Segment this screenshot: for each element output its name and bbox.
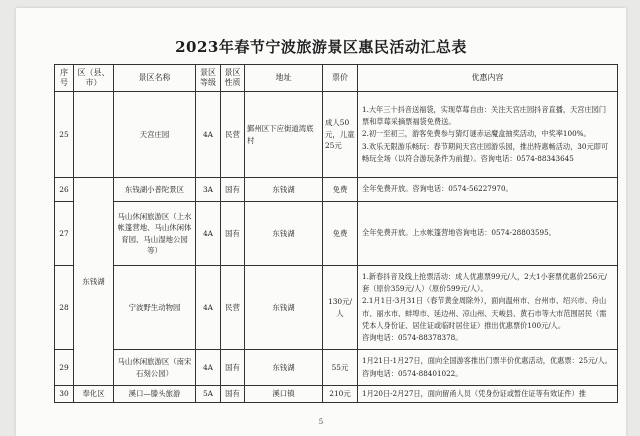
header-offer: 优惠内容 (358, 65, 618, 92)
header-nature: 景区性质 (221, 65, 245, 92)
cell-address: 溪口镇 (245, 386, 323, 403)
cell-price: 免费 (323, 202, 358, 266)
cell-county-merged: 东钱湖 (74, 178, 114, 386)
cell-price: 成人50元，儿童25元 (323, 92, 358, 178)
table-row (55, 266, 618, 350)
header-address: 地址 (245, 65, 323, 92)
cell-level: 5A (196, 386, 221, 403)
cell-no: 25 (55, 92, 74, 178)
cell-nature: 国有 (221, 350, 245, 386)
cell-offer (358, 386, 618, 403)
cell-name: 宁波野生动物园 (114, 266, 196, 350)
document-page (16, 8, 626, 436)
cell-offer (358, 202, 618, 266)
scenic-offers-table (54, 64, 618, 403)
cell-offer (358, 350, 618, 386)
offer-line: 全年免费开放。咨询电话：0574-56227970。 (362, 184, 513, 194)
offer-line: 1月20日-2月27日，面向留甬人员（凭身份证或暂住证等有效证件）推 (362, 389, 586, 398)
page-number: 5 (318, 418, 324, 426)
table-row (55, 350, 618, 386)
table-header-row (55, 65, 618, 92)
offer-line: 1月21日-1月27日，面向全国游客推出门票半价优惠活动，优惠票：25元/人。咨询电话：0574-88401022。 (362, 356, 612, 378)
page-title: 2023年春节宁波旅游景区惠民活动汇总表 (175, 38, 467, 56)
cell-price: 55元 (323, 350, 358, 386)
cell-no: 28 (55, 266, 74, 350)
cell-address: 东钱湖 (245, 350, 323, 386)
offer-line: 2.1月1日-3月31日（春节黄金周除外），面向温州市、台州市、绍兴市、舟山市、丽水市、蚌埠市、延边州、凉山州、天峻县、黄石市等大市范围居民（需凭本人身份证、居住证或临时居住证）推出优惠票价100元/人。 (362, 296, 607, 330)
cell-address: 鄞州区下应街道湾底村 (245, 92, 323, 178)
cell-no: 29 (55, 350, 74, 386)
cell-nature: 民营 (221, 266, 245, 350)
table-row (55, 92, 618, 178)
offer-line: 3.欢乐无限游乐畅玩：春节期间天宫庄园游乐园，推出特惠畅活动，30元即可畅玩全场（以符合游玩条件为前提）。咨询电话：0574-88343645 (362, 141, 609, 163)
cell-nature: 民营 (221, 92, 245, 178)
cell-offer (358, 92, 618, 178)
cell-no: 27 (55, 202, 74, 266)
table-row (55, 202, 618, 266)
header-name: 景区名称 (114, 65, 196, 92)
offer-line: 全年免费开放。上水帐篷营地咨询电话：0574-28803595。 (362, 228, 556, 238)
offer-line: 2.初一至初三，游客免费参与猜灯谜赤运魔盒抽奖活动，中奖率100%。 (362, 129, 591, 139)
table-row (55, 178, 618, 202)
cell-offer (358, 266, 618, 350)
cell-no: 26 (55, 178, 74, 202)
cell-name: 天宫庄园 (114, 92, 196, 178)
cell-level: 4A (196, 266, 221, 350)
cell-level: 4A (196, 350, 221, 386)
cell-nature: 国有 (221, 178, 245, 202)
cell-level: 4A (196, 92, 221, 178)
offer-line: 1.新春抖音及线上抢票活动：成人优惠票99元/人，2大1小套票优惠价256元/套（原价359元/人）（原价599元/人）。 (362, 271, 607, 294)
cell-county (74, 92, 114, 178)
cell-nature: 国有 (221, 202, 245, 266)
offer-line: 咨询电话：0574-88378378。 (362, 332, 463, 342)
cell-level: 3A (196, 178, 221, 202)
cell-address: 东钱湖 (245, 266, 323, 350)
header-level: 景区等级 (196, 65, 221, 92)
cell-address: 东钱湖 (245, 178, 323, 202)
cell-name: 东钱湖小普陀景区 (114, 178, 196, 202)
cell-no: 30 (55, 386, 74, 403)
offer-line: 1.大年三十抖音送福袋，实现草莓自由：关注天宫庄园抖音直播，天宫庄园门票和草莓采摘票福袋免费送。 (362, 104, 607, 127)
cell-price: 130元/人 (323, 266, 358, 350)
cell-name: 溪口—滕头旅游 (114, 386, 196, 403)
cell-nature: 国有 (221, 386, 245, 403)
cell-address: 东钱湖 (245, 202, 323, 266)
cell-price: 210元 (323, 386, 358, 403)
cell-county: 奉化区 (74, 386, 114, 403)
header-county: 区（县、市） (74, 65, 114, 92)
table-row (55, 386, 618, 403)
cell-price: 免费 (323, 178, 358, 202)
cell-offer (358, 178, 618, 202)
header-no: 序号 (55, 65, 74, 92)
cell-name: 马山休闲旅游区（南宋石刻公园） (114, 350, 196, 386)
cell-name: 马山休闲旅游区（上水帐篷营地、马山休闲体育园、马山湿地公园等） (114, 202, 196, 266)
cell-level: 4A (196, 202, 221, 266)
header-price: 票价 (323, 65, 358, 92)
